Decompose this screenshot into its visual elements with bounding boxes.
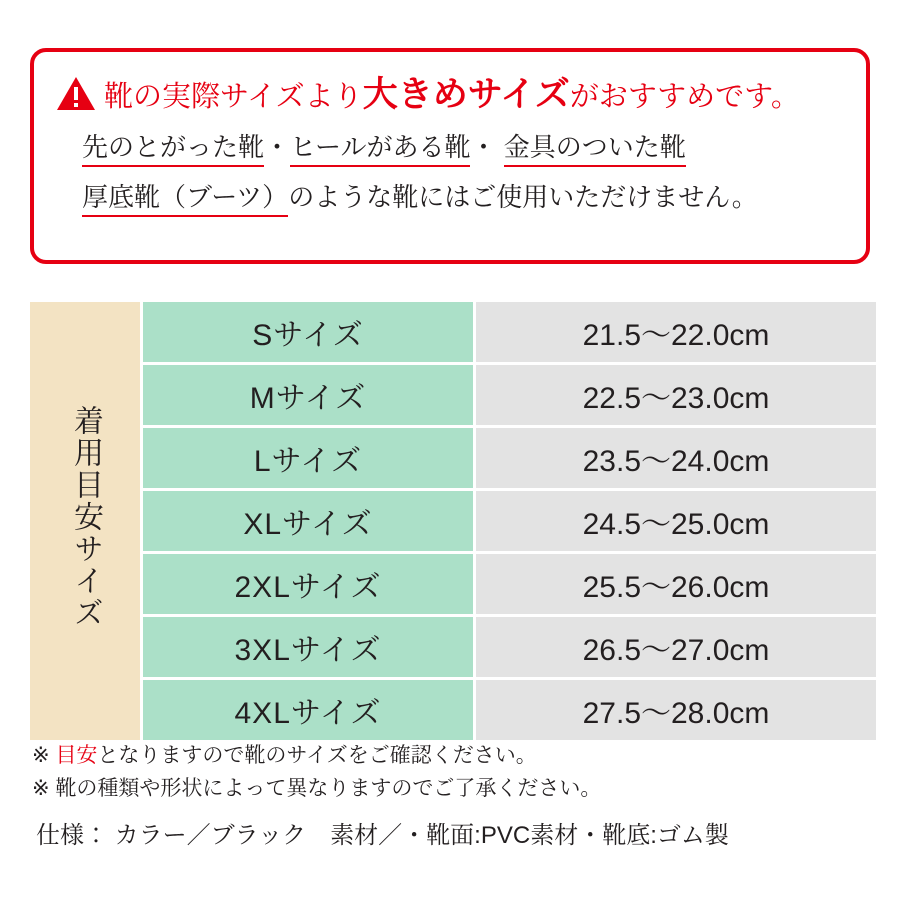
table-row: [30, 554, 876, 617]
size-table: [30, 302, 876, 740]
size-range-cell: 24.5〜25.0cm: [473, 491, 876, 554]
footnotes: [32, 740, 882, 805]
warning-sep-2: ・: [470, 132, 504, 162]
size-name-cell: 2XLサイズ: [140, 554, 473, 617]
warning-line-2-rest: のような靴にはご使用いただけません。: [288, 182, 758, 212]
footnote-2: ※ 靴の種類や形状によって異なりますのでご了承ください。: [32, 776, 602, 800]
warning-heading-emphasis: 大きめサイズ: [362, 74, 570, 114]
size-name-cell: Lサイズ: [140, 428, 473, 491]
warning-item-platform-boots: 厚底靴（ブーツ）: [82, 182, 288, 217]
size-name-cell: 3XLサイズ: [140, 617, 473, 680]
size-range-cell: 23.5〜24.0cm: [473, 428, 876, 491]
table-row: [30, 617, 876, 680]
warning-notice: [30, 48, 870, 264]
table-row: [30, 365, 876, 428]
size-range-cell: 21.5〜22.0cm: [473, 302, 876, 365]
table-row: [30, 302, 876, 365]
warning-item-heeled-shoes: ヒールがある靴: [290, 132, 470, 167]
warning-notice-heading: [56, 76, 866, 112]
size-name-cell: XLサイズ: [140, 491, 473, 554]
footnote-1-mark: ※: [32, 744, 56, 767]
warning-line-2: [82, 184, 866, 210]
warning-item-metal-fitting-shoes: 金具のついた靴: [504, 132, 686, 167]
size-range-cell: 22.5〜23.0cm: [473, 365, 876, 428]
size-name-cell: 4XLサイズ: [140, 680, 473, 740]
size-table-row-header: [30, 302, 140, 740]
table-row: [30, 491, 876, 554]
footnote-1-rest: となりますので靴のサイズをご確認ください。: [97, 744, 537, 767]
size-name-cell: Mサイズ: [140, 365, 473, 428]
table-row: [30, 428, 876, 491]
footnote-1-highlight: 目安: [55, 744, 98, 767]
size-name-cell: Sサイズ: [140, 302, 473, 365]
footnote-1: [32, 740, 882, 773]
warning-line-1: [82, 134, 866, 160]
size-range-cell: 25.5〜26.0cm: [473, 554, 876, 617]
table-row: [30, 680, 876, 740]
warning-sep-1: ・: [264, 132, 291, 162]
warning-heading-post: がおすすめです。: [569, 80, 800, 113]
warning-item-pointed-shoes: 先のとがった靴: [82, 132, 264, 167]
size-range-cell: 27.5〜28.0cm: [473, 680, 876, 740]
warning-heading-text: [104, 74, 800, 114]
spec-line: 仕様： カラー／ブラック 素材／・靴面:PVC素材・靴底:ゴム製: [36, 822, 729, 849]
warning-triangle-icon: [56, 76, 96, 112]
warning-heading-pre: 靴の実際サイズより: [104, 80, 363, 113]
size-table-row-header-label: 着用目安サイズ: [69, 404, 102, 629]
size-range-cell: 26.5〜27.0cm: [473, 617, 876, 680]
